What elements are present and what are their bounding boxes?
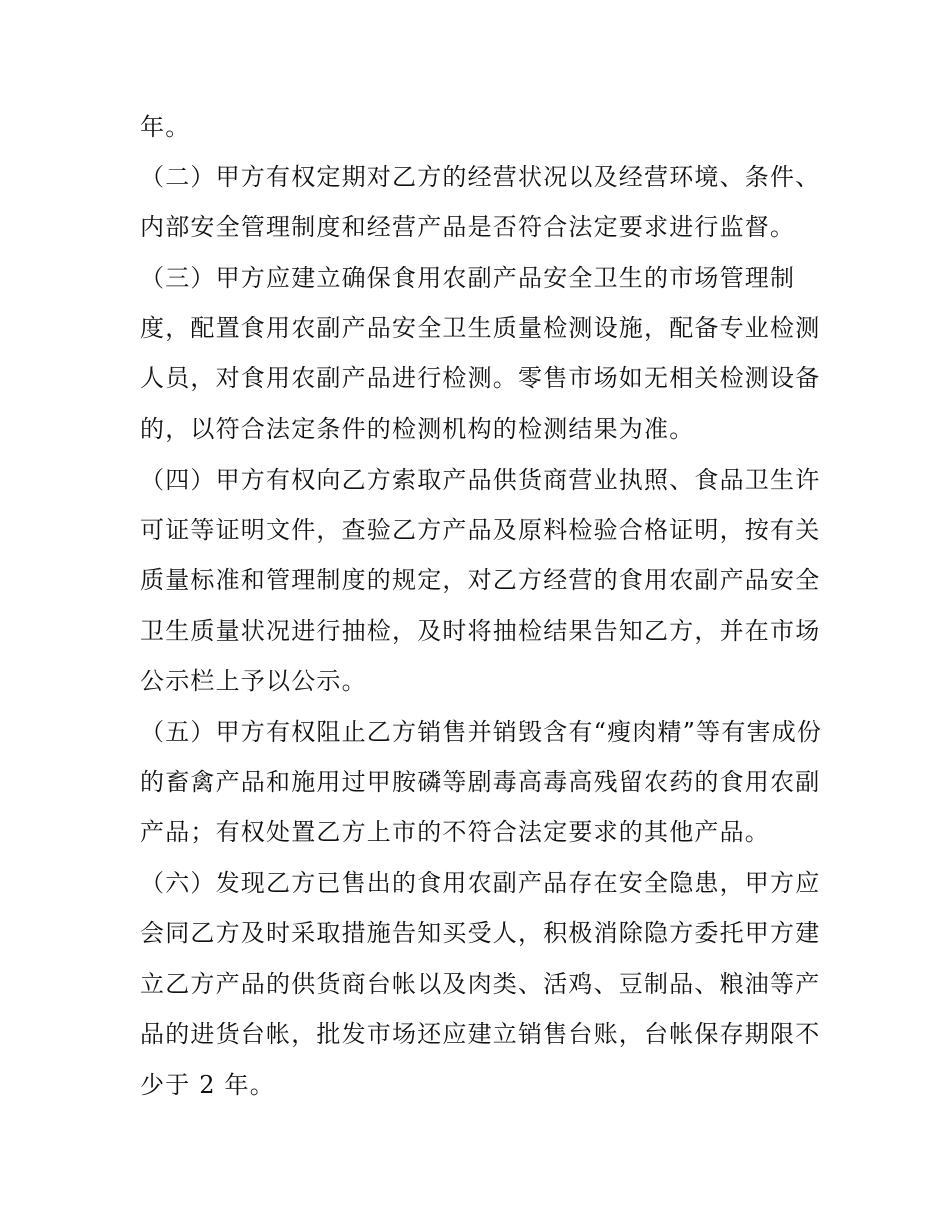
text-line: 品的进货台帐，批发市场还应建立销售台账，台帐保存期限不	[140, 1020, 821, 1048]
text-line: 卫生质量状况进行抽检，及时将抽检结果告知乙方，并在市场	[140, 617, 821, 645]
text-line: 会同乙方及时采取措施告知买受人，积极消除隐方委托甲方建	[140, 919, 821, 947]
text-line: （四）甲方有权向乙方索取产品供货商营业执照、食品卫生许	[140, 466, 821, 494]
text-line: 公示栏上予以公示。	[140, 667, 367, 695]
text-line: 人员，对食用农副产品进行检测。零售市场如无相关检测设备	[140, 364, 821, 392]
text-line: 可证等证明文件，查验乙方产品及原料检验合格证明，按有关	[140, 516, 821, 544]
text-line: 少于 2 年。	[140, 1071, 275, 1099]
text-line: 的畜禽产品和施用过甲胺磷等剧毒高毒高残留农药的食用农副	[140, 768, 821, 796]
text-line: （五）甲方有权阻止乙方销售并销毁含有“瘦肉精”等有害成份	[140, 718, 823, 746]
text-line: 度，配置食用农副产品安全卫生质量检测设施，配备专业检测	[140, 314, 821, 342]
text-line: 的，以符合法定条件的检测机构的检测结果为准。	[140, 415, 695, 443]
text-line: 年。	[140, 113, 191, 141]
text-line: （六）发现乙方已售出的食用农副产品存在安全隐患，甲方应	[140, 869, 821, 897]
text-line: （二）甲方有权定期对乙方的经营状况以及经营环境、条件、	[140, 163, 821, 191]
text-line: 质量标准和管理制度的规定，对乙方经营的食用农副产品安全	[140, 566, 821, 594]
text-line: 产品；有权处置乙方上市的不符合法定要求的其他产品。	[140, 818, 770, 846]
text-line: 内部安全管理制度和经营产品是否符合法定要求进行监督。	[140, 213, 796, 241]
text-line: （三）甲方应建立确保食用农副产品安全卫生的市场管理制	[140, 264, 796, 292]
text-line: 立乙方产品的供货商台帐以及肉类、活鸡、豆制品、粮油等产	[140, 970, 821, 998]
